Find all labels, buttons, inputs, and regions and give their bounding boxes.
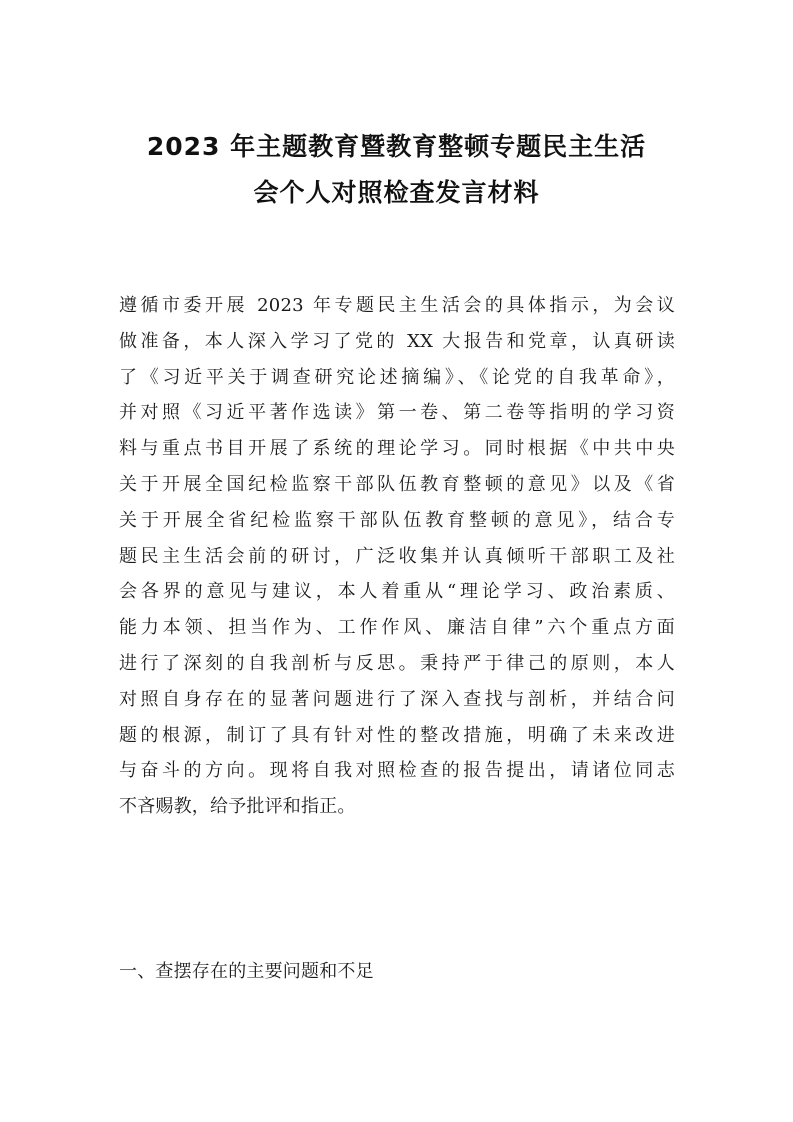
intro-paragraph [119,288,675,825]
paragraph-line: 了《习近平关于调查研究论述摘编》、《论党的自我革命》， [119,366,675,388]
paragraph-line: 并对照《习近平著作选读》第一卷、第二卷等指明的学习资 [119,402,675,424]
document-title [80,124,713,216]
section-heading: 一、查摆存在的主要问题和不足 [119,961,374,982]
paragraph-line: 遵循市委开展 2023 年专题民主生活会的具体指示，为会议 [119,295,675,316]
paragraph-line: 题的根源，制订了具有针对性的整改措施，明确了未来改进 [119,724,675,746]
paragraph-line: 不吝赐教，给予批评和指正。 [119,796,356,818]
paragraph-line: 关于开展全省纪检监察干部队伍教育整顿的意见》，结合专 [119,509,675,531]
paragraph-line: 与奋斗的方向。现将自我对照检查的报告提出，请诸位同志 [119,760,675,782]
paragraph-line: 关于开展全国纪检监察干部队伍教育整顿的意见》以及《省 [119,473,675,495]
paragraph-line: 会各界的意见与建议，本人着重从“理论学习、政治素质、 [119,581,675,603]
title-line-2: 会个人对照检查发言材料 [253,178,540,207]
paragraph-line: 进行了深刻的自我剖析与反思。秉持严于律己的原则，本人 [119,652,675,674]
paragraph-line: 做准备，本人深入学习了党的 XX 大报告和党章，认真研读 [119,330,675,352]
paragraph-line: 能力本领、担当作为、工作作风、廉洁自律”六个重点方面 [119,617,675,639]
title-line-1: 2023 年主题教育暨教育整顿专题民主生活 [146,132,647,161]
paragraph-line: 题民主生活会前的研讨，广泛收集并认真倾听干部职工及社 [119,545,675,567]
paragraph-line: 料与重点书目开展了系统的理论学习。同时根据《中共中央 [119,438,675,460]
paragraph-line: 对照自身存在的显著问题进行了深入查找与剖析，并结合问 [119,688,675,710]
